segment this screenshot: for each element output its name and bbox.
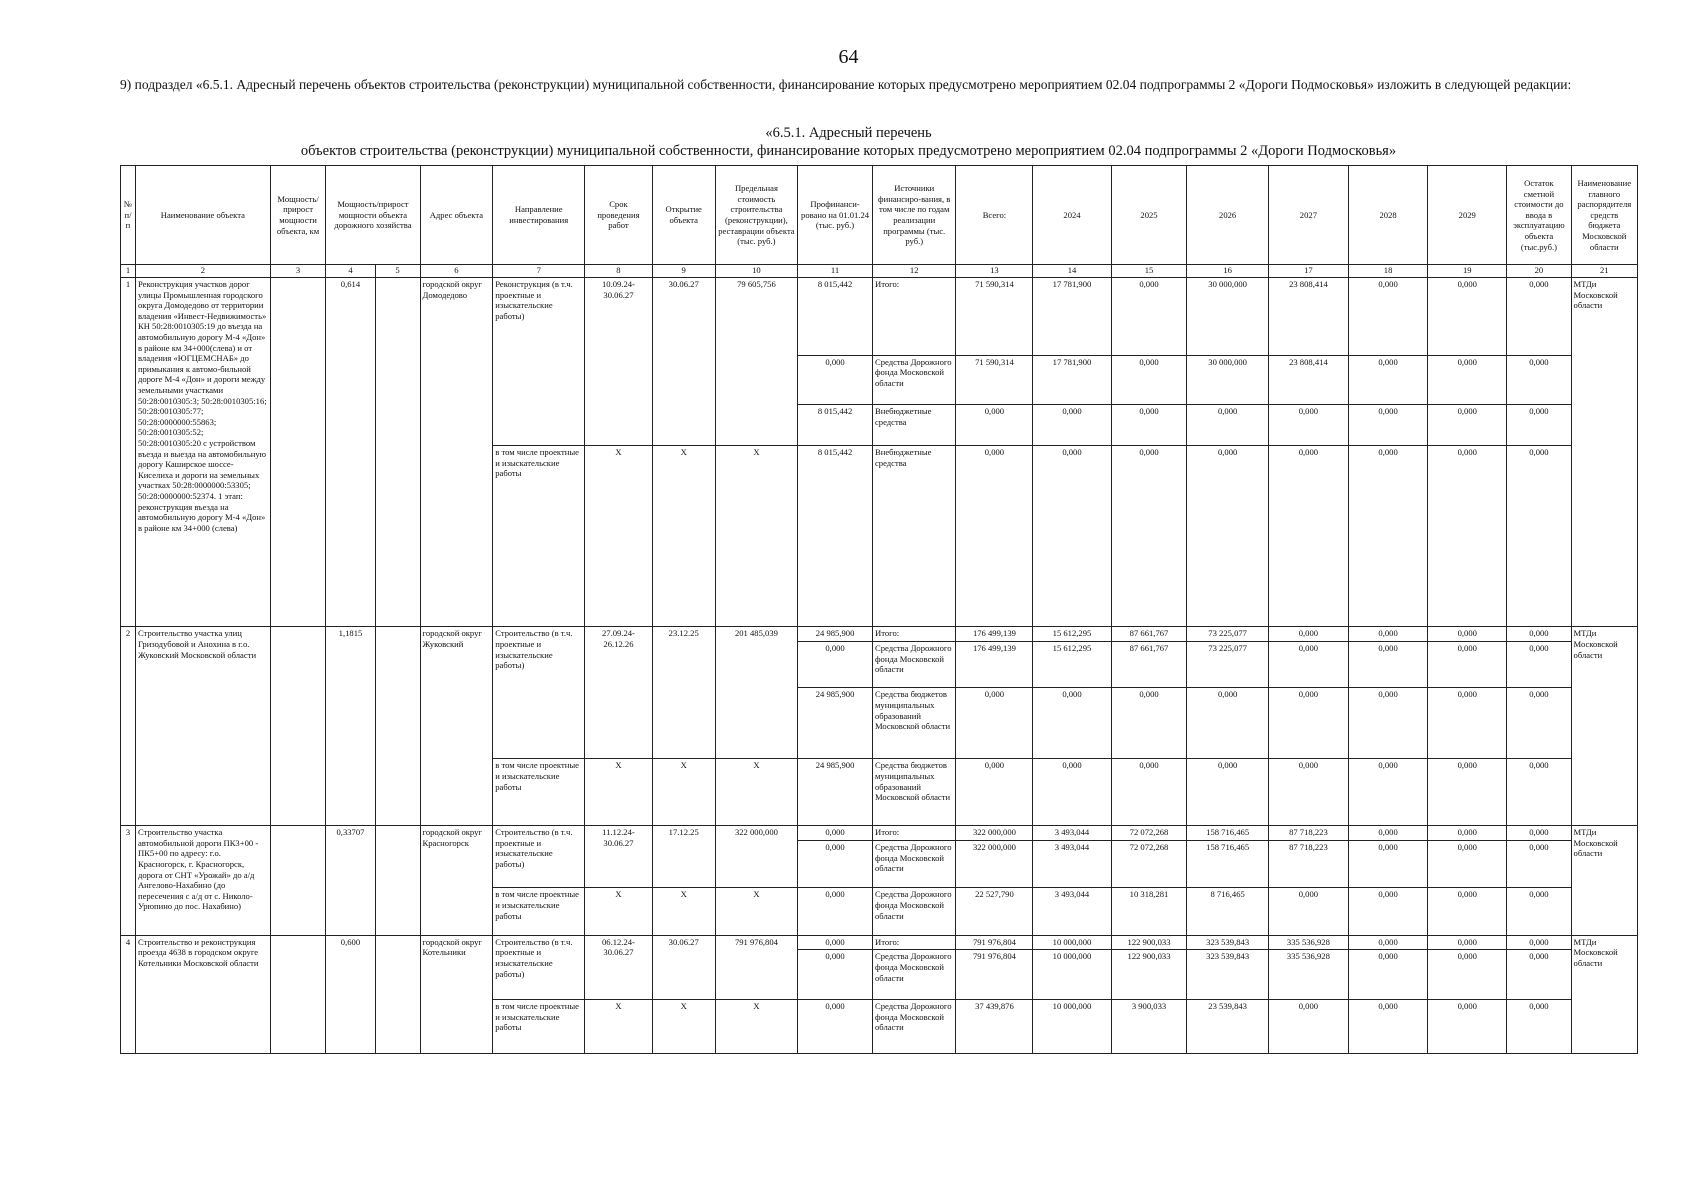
incl-remainder: 0,000 [1507,446,1571,627]
object-y2029: 0,000 [1428,627,1507,642]
column-number-cell: 13 [956,265,1033,278]
incl-funded: 8 015,442 [798,446,873,627]
object-row [121,935,1638,950]
object-row [121,627,1638,642]
object-name: Реконструкция участков дорог улицы Промышленная городского округа Домодедово от территории владения «Инвест-Недвижимость» КН 50:28:0010305:19 до въезда на автомобильную дорогу М-4 «Дон» в районе км 34+000(слева) и от владения «ЮГЦЕМСНАБ» до примыкания к автомо-бильной дороге М-4 «Дон» и дороги между земельными участками 50:28:0010305:3; 50:28:0010305:16; 50:28:0010305:77; 50:28:0000000:55863; 50:28:0010305:52; 50:28:0010305:20 с устройством въезда и выезда на автомобильную дорогу Каширское шоссе-Киселиха и дороги на земельных участках 50:28:0000000:53305; 50:28:0000000:52374. 1 этап: реконструкция въезда на автомобильную дорогу М-4 «Дон» в районе км 34+000 (слева) [135,278,270,627]
incl-period: X [585,888,652,935]
object-source: Итого: [872,278,955,356]
column-number-cell: 20 [1507,265,1571,278]
object-y2024: 17 781,900 [1033,278,1111,356]
source-y2027: 0,000 [1268,405,1348,446]
col-header-limit-cost: Предельная стоимость строительства (реконструкции), реставрации объекта (тыс. руб.) [715,166,797,265]
incl-total: 0,000 [956,446,1033,627]
incl-opening: X [652,446,715,627]
source-remainder: 0,000 [1507,405,1571,446]
object-funded: 0,000 [798,935,873,950]
object-road-capacity: 0,33707 [326,826,375,935]
source-y2024: 10 000,000 [1033,950,1111,1000]
col-header-2029: 2029 [1428,166,1507,265]
object-direction: Реконструкция (в т.ч. проектные и изыскательские работы) [493,278,585,446]
source-y2024: 0,000 [1033,688,1111,759]
source-total: 71 590,314 [956,355,1033,405]
col-header-period: Срок проведения работ [585,166,652,265]
object-y2025: 72 072,268 [1111,826,1187,841]
incl-remainder: 0,000 [1507,759,1571,826]
incl-y2027: 0,000 [1268,759,1348,826]
source-funded: 0,000 [798,355,873,405]
column-number-cell: 10 [715,265,797,278]
incl-total: 37 439,876 [956,999,1033,1053]
object-road-capacity-extra [375,826,420,935]
column-number-row [121,265,1638,278]
incl-direction: в том числе проектные и изыскательские работы [493,759,585,826]
incl-total: 22 527,790 [956,888,1033,935]
incl-y2025: 0,000 [1111,759,1187,826]
object-direction: Строительство (в т.ч. проектные и изыскательские работы) [493,935,585,999]
source-remainder: 0,000 [1507,355,1571,405]
source-y2027: 0,000 [1268,641,1348,687]
incl-funded: 0,000 [798,888,873,935]
source-y2025: 0,000 [1111,688,1187,759]
col-header-sources: Источники финансиро-вания, в том числе по годам реализации программы (тыс. руб.) [872,166,955,265]
object-y2028: 0,000 [1349,826,1428,841]
column-number-cell: 4 [326,265,375,278]
object-remainder: 0,000 [1507,278,1571,356]
object-y2029: 0,000 [1428,935,1507,950]
incl-y2026: 23 539,843 [1187,999,1268,1053]
source-y2024: 15 612,295 [1033,641,1111,687]
column-number-cell: 2 [135,265,270,278]
incl-y2028: 0,000 [1349,446,1428,627]
column-number-cell: 9 [652,265,715,278]
object-y2027: 0,000 [1268,627,1348,642]
incl-y2025: 3 900,033 [1111,999,1187,1053]
source-y2026: 158 716,465 [1187,840,1268,887]
object-funded: 8 015,442 [798,278,873,356]
address-list-table [120,165,1638,1054]
incl-y2029: 0,000 [1428,888,1507,935]
object-y2025: 122 900,033 [1111,935,1187,950]
object-capacity [270,278,326,627]
intro-paragraph: 9) подраздел «6.5.1. Адресный перечень объектов строительства (реконструкции) муниципальной собственности, финансирование которых предусмотрено мероприятием 02.04 подпрограммы 2 «Дороги Подмосковья» изложить в следующей редакции: [120,77,1572,92]
object-y2028: 0,000 [1349,627,1428,642]
source-y2026: 323 539,843 [1187,950,1268,1000]
source-funded: 0,000 [798,950,873,1000]
source-y2026: 0,000 [1187,688,1268,759]
source-source: Средства бюджетов муниципальных образований Московской области [872,688,955,759]
source-y2027: 23 808,414 [1268,355,1348,405]
incl-y2025: 10 318,281 [1111,888,1187,935]
object-source: Итого: [872,826,955,841]
source-y2028: 0,000 [1349,840,1428,887]
object-y2027: 23 808,414 [1268,278,1348,356]
source-y2026: 0,000 [1187,405,1268,446]
object-y2025: 87 661,767 [1111,627,1187,642]
source-total: 791 976,804 [956,950,1033,1000]
object-y2028: 0,000 [1349,278,1428,356]
source-y2029: 0,000 [1428,688,1507,759]
object-capacity [270,826,326,935]
source-remainder: 0,000 [1507,950,1571,1000]
object-y2026: 30 000,000 [1187,278,1268,356]
object-source: Итого: [872,935,955,950]
incl-y2027: 0,000 [1268,446,1348,627]
incl-direction: в том числе проектные и изыскательские работы [493,446,585,627]
source-y2029: 0,000 [1428,641,1507,687]
incl-direction: в том числе проектные и изыскательские работы [493,888,585,935]
incl-y2027: 0,000 [1268,999,1348,1053]
object-y2028: 0,000 [1349,935,1428,950]
column-number-cell: 5 [375,265,420,278]
column-number-cell: 17 [1268,265,1348,278]
object-number: 4 [121,935,136,1053]
object-row [121,826,1638,841]
object-y2027: 335 536,928 [1268,935,1348,950]
source-y2025: 122 900,033 [1111,950,1187,1000]
object-limit-cost: 791 976,804 [715,935,797,999]
object-y2026: 73 225,077 [1187,627,1268,642]
object-road-capacity: 0,614 [326,278,375,627]
incl-source: Средства бюджетов муниципальных образований Московской области [872,759,955,826]
incl-source: Внебюджетные средства [872,446,955,627]
object-funded: 24 985,900 [798,627,873,642]
object-distributor: МТДи Московской области [1571,627,1637,826]
column-number-cell: 6 [420,265,493,278]
object-y2026: 323 539,843 [1187,935,1268,950]
object-remainder: 0,000 [1507,627,1571,642]
source-source: Средства Дорожного фонда Московской области [872,950,955,1000]
page-number: 64 [838,46,859,68]
source-total: 322 000,000 [956,840,1033,887]
source-y2029: 0,000 [1428,355,1507,405]
col-header-2027: 2027 [1268,166,1348,265]
source-y2025: 87 661,767 [1111,641,1187,687]
source-y2028: 0,000 [1349,405,1428,446]
object-y2025: 0,000 [1111,278,1187,356]
incl-limit-cost: X [715,999,797,1053]
source-y2025: 0,000 [1111,405,1187,446]
incl-opening: X [652,999,715,1053]
source-y2027: 335 536,928 [1268,950,1348,1000]
source-funded: 24 985,900 [798,688,873,759]
col-header-road-capacity: Мощность/прирост мощности объекта дорожного хозяйства [326,166,420,265]
object-y2026: 158 716,465 [1187,826,1268,841]
incl-limit-cost: X [715,446,797,627]
object-opening: 30.06.27 [652,278,715,446]
object-name: Строительство участка автомобильной дороги ПК3+00 - ПК5+00 по адресу: г.о. Красногорск, г. Красногорск, дорога от СНТ «Урожай» до а/д Ангелово-Нахабино (до пересечения с а/д от с. Николо-Урюпино до пос. Нахабино) [135,826,270,935]
incl-source: Средства Дорожного фонда Московской области [872,888,955,935]
object-capacity [270,627,326,826]
column-number-cell: 18 [1349,265,1428,278]
source-y2024: 3 493,044 [1033,840,1111,887]
object-limit-cost: 322 000,000 [715,826,797,888]
col-header-name: Наименование объекта [135,166,270,265]
column-number-cell: 1 [121,265,136,278]
column-number-cell: 16 [1187,265,1268,278]
col-header-2028: 2028 [1349,166,1428,265]
incl-remainder: 0,000 [1507,888,1571,935]
source-y2028: 0,000 [1349,950,1428,1000]
object-funded: 0,000 [798,826,873,841]
object-road-capacity: 1,1815 [326,627,375,826]
col-header-capacity: Мощность/ прирост мощности объекта, км [270,166,326,265]
column-number-cell: 15 [1111,265,1187,278]
object-opening: 30.06.27 [652,935,715,999]
table-title [0,124,1697,160]
object-direction: Строительство (в т.ч. проектные и изыскательские работы) [493,826,585,888]
source-remainder: 0,000 [1507,688,1571,759]
object-y2029: 0,000 [1428,826,1507,841]
col-header-2025: 2025 [1111,166,1187,265]
column-number-cell: 21 [1571,265,1637,278]
col-header-funded: Профинанси-ровано на 01.01.24 (тыс. руб.) [798,166,873,265]
incl-y2028: 0,000 [1349,888,1428,935]
object-total: 71 590,314 [956,278,1033,356]
column-number-cell: 14 [1033,265,1111,278]
source-y2028: 0,000 [1349,355,1428,405]
object-total: 176 499,139 [956,627,1033,642]
object-address: городской округ Жуковский [420,627,493,826]
object-limit-cost: 79 605,756 [715,278,797,446]
source-y2029: 0,000 [1428,405,1507,446]
object-number: 1 [121,278,136,627]
object-total: 322 000,000 [956,826,1033,841]
column-number-cell: 3 [270,265,326,278]
object-name: Строительство и реконструкция проезда 4638 в городском округе Котельники Московской области [135,935,270,1053]
source-remainder: 0,000 [1507,641,1571,687]
object-distributor: МТДи Московской области [1571,826,1637,935]
source-y2027: 87 718,223 [1268,840,1348,887]
col-header-2026: 2026 [1187,166,1268,265]
object-address: городской округ Домодедово [420,278,493,627]
incl-direction: в том числе проектные и изыскательские работы [493,999,585,1053]
incl-y2024: 3 493,044 [1033,888,1111,935]
incl-limit-cost: X [715,759,797,826]
incl-y2025: 0,000 [1111,446,1187,627]
object-y2024: 15 612,295 [1033,627,1111,642]
incl-period: X [585,759,652,826]
source-source: Внебюджетные средства [872,405,955,446]
object-road-capacity-extra [375,627,420,826]
col-header-address: Адрес объекта [420,166,493,265]
source-y2027: 0,000 [1268,688,1348,759]
source-source: Средства Дорожного фонда Московской области [872,355,955,405]
column-number-cell: 12 [872,265,955,278]
object-remainder: 0,000 [1507,935,1571,950]
col-header-num: № п/п [121,166,136,265]
table-title-line1: «6.5.1. Адресный перечень [765,125,932,141]
source-funded: 0,000 [798,641,873,687]
source-y2028: 0,000 [1349,688,1428,759]
table-title-line2: объектов строительства (реконструкции) муниципальной собственности, финансирование которых предусмотрено мероприятием 02.04 подпрограммы 2 «Дороги Подмосковья» [300,143,1397,159]
object-name: Строительство участка улиц Гризодубовой и Анохина в г.о. Жуковский Московской области [135,627,270,826]
incl-source: Средства Дорожного фонда Московской области [872,999,955,1053]
incl-y2024: 0,000 [1033,759,1111,826]
column-number-cell: 7 [493,265,585,278]
object-capacity [270,935,326,1053]
object-address: городской округ Котельники [420,935,493,1053]
source-total: 0,000 [956,688,1033,759]
object-period: 06.12.24-30.06.27 [585,935,652,999]
object-direction: Строительство (в т.ч. проектные и изыскательские работы) [493,627,585,759]
source-y2024: 0,000 [1033,405,1111,446]
incl-y2024: 10 000,000 [1033,999,1111,1053]
object-period: 10.09.24-30.06.27 [585,278,652,446]
source-y2025: 0,000 [1111,355,1187,405]
incl-y2024: 0,000 [1033,446,1111,627]
source-funded: 0,000 [798,840,873,887]
incl-period: X [585,999,652,1053]
source-source: Средства Дорожного фонда Московской области [872,840,955,887]
object-road-capacity-extra [375,935,420,1053]
col-header-2024: 2024 [1033,166,1111,265]
col-header-distributor: Наименование главного распорядителя средств бюджета Московской области [1571,166,1637,265]
incl-y2026: 0,000 [1187,759,1268,826]
incl-y2029: 0,000 [1428,446,1507,627]
incl-y2029: 0,000 [1428,999,1507,1053]
incl-y2026: 8 716,465 [1187,888,1268,935]
source-y2029: 0,000 [1428,840,1507,887]
column-number-cell: 8 [585,265,652,278]
object-number: 3 [121,826,136,935]
source-y2026: 73 225,077 [1187,641,1268,687]
incl-funded: 0,000 [798,999,873,1053]
incl-y2026: 0,000 [1187,446,1268,627]
source-total: 176 499,139 [956,641,1033,687]
object-y2024: 3 493,044 [1033,826,1111,841]
object-period: 27.09.24-26.12.26 [585,627,652,759]
object-road-capacity-extra [375,278,420,627]
object-source: Итого: [872,627,955,642]
object-distributor: МТДи Московской области [1571,278,1637,627]
column-number-cell: 19 [1428,265,1507,278]
col-header-remainder: Остаток сметной стоимости до ввода в эксплуатацию объекта (тыс.руб.) [1507,166,1571,265]
incl-period: X [585,446,652,627]
col-header-direction: Направление инвестирования [493,166,585,265]
object-limit-cost: 201 485,039 [715,627,797,759]
object-opening: 17.12.25 [652,826,715,888]
incl-remainder: 0,000 [1507,999,1571,1053]
incl-y2029: 0,000 [1428,759,1507,826]
source-total: 0,000 [956,405,1033,446]
source-y2028: 0,000 [1349,641,1428,687]
object-period: 11.12.24-30.06.27 [585,826,652,888]
col-header-total: Всего: [956,166,1033,265]
object-number: 2 [121,627,136,826]
incl-y2028: 0,000 [1349,999,1428,1053]
incl-opening: X [652,759,715,826]
source-funded: 8 015,442 [798,405,873,446]
object-address: городской округ Красногорск [420,826,493,935]
incl-funded: 24 985,900 [798,759,873,826]
source-y2024: 17 781,900 [1033,355,1111,405]
object-y2029: 0,000 [1428,278,1507,356]
incl-opening: X [652,888,715,935]
source-y2025: 72 072,268 [1111,840,1187,887]
object-y2024: 10 000,000 [1033,935,1111,950]
incl-limit-cost: X [715,888,797,935]
object-y2027: 87 718,223 [1268,826,1348,841]
incl-y2027: 0,000 [1268,888,1348,935]
source-remainder: 0,000 [1507,840,1571,887]
source-source: Средства Дорожного фонда Московской области [872,641,955,687]
object-row [121,278,1638,356]
header-row [121,166,1638,265]
object-remainder: 0,000 [1507,826,1571,841]
object-opening: 23.12.25 [652,627,715,759]
column-number-cell: 11 [798,265,873,278]
incl-total: 0,000 [956,759,1033,826]
source-y2026: 30 000,000 [1187,355,1268,405]
object-total: 791 976,804 [956,935,1033,950]
object-distributor: МТДи Московской области [1571,935,1637,1053]
incl-y2028: 0,000 [1349,759,1428,826]
col-header-opening: Открытие объекта [652,166,715,265]
object-road-capacity: 0,600 [326,935,375,1053]
source-y2029: 0,000 [1428,950,1507,1000]
